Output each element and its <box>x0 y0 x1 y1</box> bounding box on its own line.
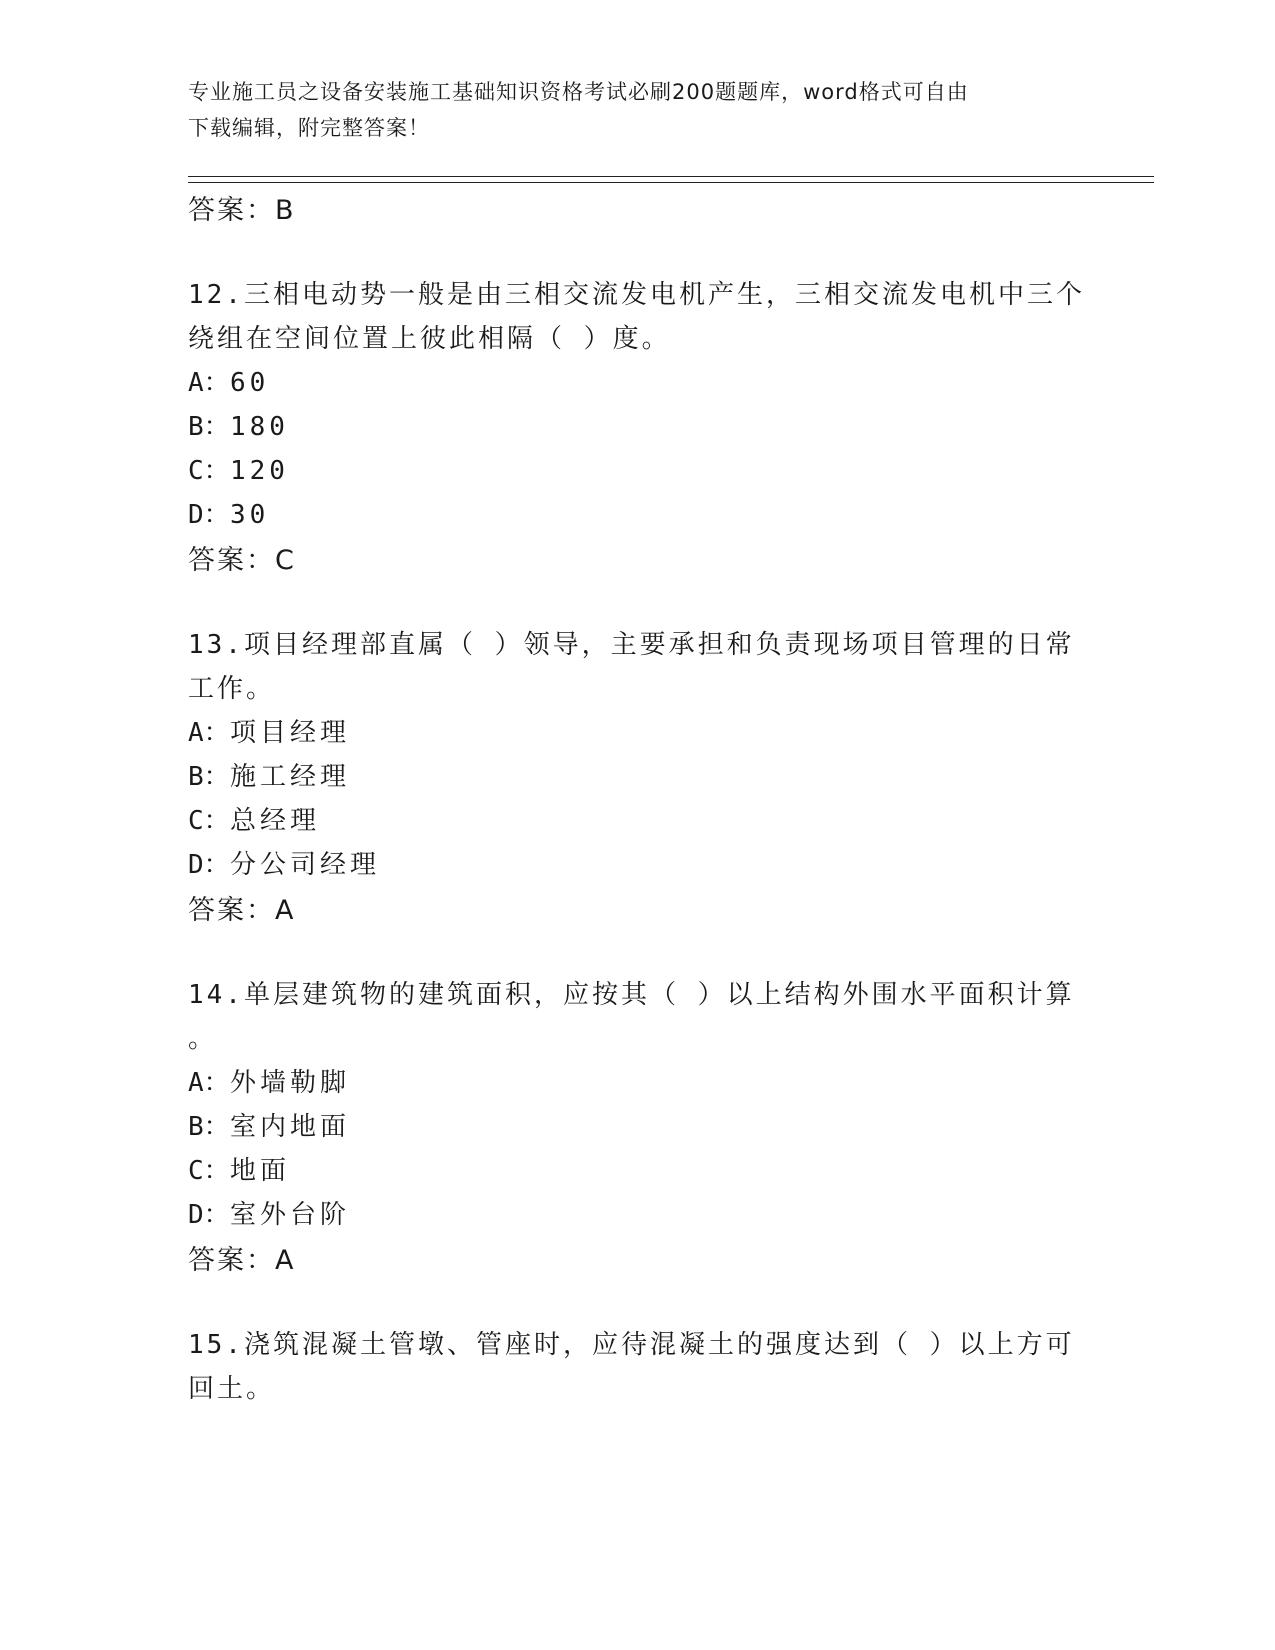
option-key: D： <box>188 500 230 530</box>
question-13-answer: 答案：A <box>188 895 296 926</box>
question-12-option-a <box>188 362 269 399</box>
document-header <box>188 74 1068 146</box>
question-14-answer: 答案：A <box>188 1245 296 1276</box>
question-12-option-b <box>188 406 289 443</box>
question-13-option-d <box>188 844 380 881</box>
option-text: 30 <box>230 500 270 530</box>
option-key: D： <box>188 850 230 880</box>
header-divider-bottom <box>188 182 1154 183</box>
question-15-line-1: 15.浇筑混凝土管墩、管座时，应待混凝土的强度达到（ ）以上方可 <box>188 1330 1075 1360</box>
option-key: D： <box>188 1200 230 1230</box>
question-14-option-b <box>188 1106 350 1143</box>
option-text: 室外台阶 <box>230 1200 351 1230</box>
header-divider-top <box>188 176 1154 177</box>
question-13-option-b <box>188 756 350 793</box>
answer-previous: 答案：B <box>188 195 296 226</box>
option-text: 外墙勒脚 <box>230 1068 351 1098</box>
question-12-option-c <box>188 450 289 487</box>
option-key: A： <box>188 1068 230 1098</box>
option-key: A： <box>188 718 230 748</box>
question-14-line-2: 。 <box>188 1024 218 1054</box>
option-text: 地面 <box>230 1156 291 1186</box>
question-12-line-2: 绕组在空间位置上彼此相隔（ ）度。 <box>188 324 671 354</box>
option-key: C： <box>188 456 230 486</box>
question-14-line-1: 14.单层建筑物的建筑面积，应按其（ ）以上结构外围水平面积计算 <box>188 980 1075 1010</box>
option-key: C： <box>188 1156 230 1186</box>
option-text: 项目经理 <box>230 718 351 748</box>
option-text: 180 <box>230 412 289 442</box>
option-key: B： <box>188 412 230 442</box>
question-13-line-2: 工作。 <box>188 674 276 704</box>
question-12-answer: 答案：C <box>188 545 296 576</box>
question-14-option-d <box>188 1194 350 1231</box>
option-key: C： <box>188 806 230 836</box>
option-text: 室内地面 <box>230 1112 351 1142</box>
question-13-option-c <box>188 800 320 837</box>
question-13-line-1: 13.项目经理部直属（ ）领导，主要承担和负责现场项目管理的日常 <box>188 630 1075 660</box>
header-line-2: 下载编辑，附完整答案！ <box>188 116 430 140</box>
question-14-option-a <box>188 1062 350 1099</box>
header-line-1: 专业施工员之设备安装施工基础知识资格考试必刷200题题库，word格式可自由 <box>188 80 969 104</box>
option-text: 施工经理 <box>230 762 351 792</box>
question-12-option-d <box>188 494 269 531</box>
question-13-option-a <box>188 712 350 749</box>
question-15-line-2: 回土。 <box>188 1374 276 1404</box>
option-text: 120 <box>230 456 289 486</box>
option-key: B： <box>188 762 230 792</box>
option-text: 分公司经理 <box>230 850 381 880</box>
option-text: 总经理 <box>230 806 321 836</box>
question-12-line-1: 12.三相电动势一般是由三相交流发电机产生，三相交流发电机中三个 <box>188 280 1085 310</box>
option-text: 60 <box>230 368 270 398</box>
option-key: B： <box>188 1112 230 1142</box>
question-14-option-c <box>188 1150 290 1187</box>
option-key: A： <box>188 368 230 398</box>
